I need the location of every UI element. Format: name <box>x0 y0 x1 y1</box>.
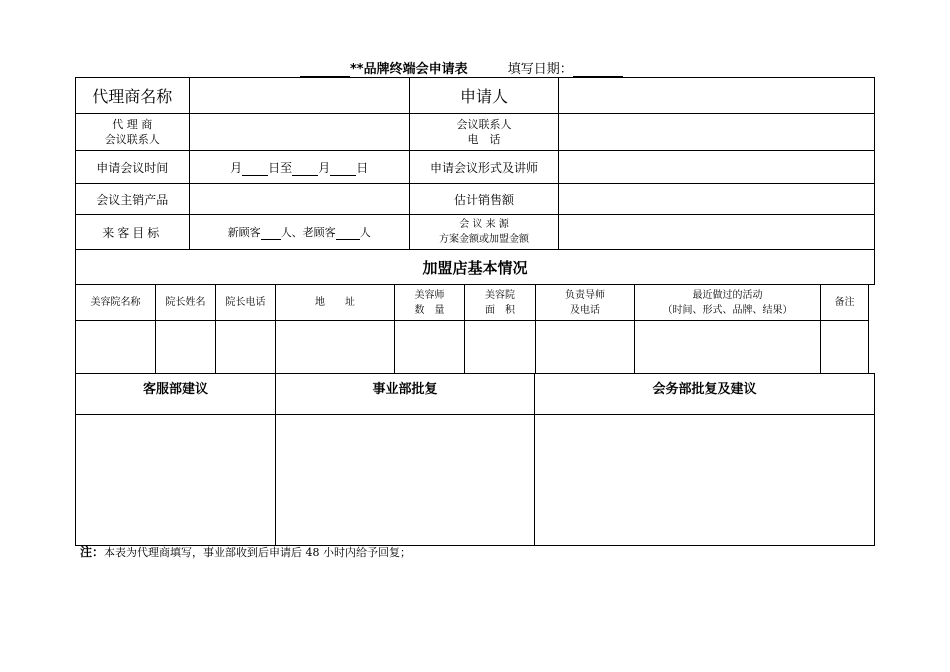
franchise-cell[interactable] <box>276 321 395 374</box>
meeting-source-line2: 方案金额或加盟金额 <box>439 234 530 245</box>
franchise-cell[interactable] <box>216 321 276 374</box>
contact-phone-label-line1: 会议联系人 <box>456 118 512 131</box>
col-remarks <box>821 285 869 321</box>
franchise-cell[interactable] <box>635 321 821 374</box>
franchise-info-table <box>75 284 869 374</box>
col-salon-name <box>76 285 156 321</box>
franchise-header-line: 院长电话 <box>225 297 266 308</box>
application-form-table <box>75 77 875 285</box>
visitor-mid-label: 人、老顾客 <box>280 226 336 239</box>
cs-suggestion-field[interactable] <box>76 415 276 546</box>
meeting-time-label: 申请会议时间 <box>76 151 190 184</box>
visitor-end-label: 人 <box>359 226 371 239</box>
applicant-label: 申请人 <box>409 78 558 114</box>
col-salon-area <box>465 285 536 321</box>
franchise-header-line: 美容院 <box>485 289 515 301</box>
visitor-target-label: 来客目标 <box>76 215 190 250</box>
form-title <box>300 58 700 76</box>
time-blank-1 <box>242 161 268 176</box>
time-month-1: 月 <box>230 160 243 175</box>
col-address <box>276 285 395 321</box>
meeting-source-line1: 会 议 来 源 <box>459 219 509 230</box>
cs-suggestion-header: 客服部建议 <box>76 374 276 415</box>
agent-contact-label <box>76 114 190 151</box>
franchise-section-title: 加盟店基本情况 <box>76 250 875 285</box>
applicant-field[interactable] <box>559 78 875 114</box>
est-sales-field[interactable] <box>559 184 875 215</box>
franchise-header-line: （时间、形式、品牌、结果） <box>662 304 793 316</box>
visitor-new-blank <box>261 226 281 240</box>
visitor-target-field[interactable] <box>189 215 409 250</box>
agent-name-field[interactable] <box>189 78 409 114</box>
time-day-2: 日 <box>356 160 369 175</box>
meeting-form-label: 申请会议形式及讲师 <box>409 151 558 184</box>
approval-table <box>75 373 875 546</box>
agent-contact-field[interactable] <box>189 114 409 151</box>
footnote <box>80 543 411 560</box>
contact-phone-label <box>409 114 558 151</box>
meeting-source-label <box>409 215 558 250</box>
franchise-header-line: 数 量 <box>414 304 445 316</box>
agent-name-label: 代理商名称 <box>76 78 190 114</box>
franchise-header-line: 地 址 <box>315 297 355 308</box>
franchise-cell[interactable] <box>156 321 216 374</box>
col-director-name <box>156 285 216 321</box>
fill-date-label: 填写日期： <box>507 62 573 77</box>
affairs-approval-header: 会务部批复及建议 <box>535 374 875 415</box>
main-product-label: 会议主销产品 <box>76 184 190 215</box>
agent-contact-label-line2: 会议联系人 <box>104 133 160 146</box>
title-leading-blank <box>300 61 350 77</box>
franchise-cell[interactable] <box>536 321 635 374</box>
biz-approval-field[interactable] <box>276 415 535 546</box>
franchise-header-line: 美容院名称 <box>90 297 141 308</box>
time-blank-3 <box>330 161 356 176</box>
col-recent-activity <box>635 285 821 321</box>
col-director-phone <box>216 285 276 321</box>
est-sales-label: 估计销售额 <box>409 184 558 215</box>
fill-date-blank[interactable] <box>573 61 623 77</box>
agent-contact-label-line1: 代 理 商 <box>112 118 153 131</box>
footnote-label: 注： <box>80 545 105 559</box>
franchise-header-line: 最近做过的活动 <box>692 289 763 301</box>
franchise-cell[interactable] <box>465 321 536 374</box>
franchise-header-line: 院长姓名 <box>165 297 206 308</box>
form-title-text: **品牌终端会申请表 <box>350 62 468 77</box>
col-tutor-phone <box>536 285 635 321</box>
franchise-cell[interactable] <box>76 321 156 374</box>
time-blank-2 <box>292 161 318 176</box>
franchise-header-line: 美容师 <box>414 289 445 301</box>
franchise-cell[interactable] <box>395 321 465 374</box>
footnote-text: 本表为代理商填写，事业部收到后申请后 48 小时内给予回复； <box>104 546 412 559</box>
franchise-header-line: 及电话 <box>570 304 600 316</box>
main-product-field[interactable] <box>189 184 409 215</box>
col-beautician-count <box>395 285 465 321</box>
franchise-header-row <box>76 285 869 321</box>
franchise-cell[interactable] <box>821 321 869 374</box>
time-day-1: 日至 <box>268 160 293 175</box>
visitor-new-label: 新顾客 <box>227 226 261 239</box>
visitor-old-blank <box>336 226 360 240</box>
contact-phone-label-line2: 电 话 <box>467 133 501 146</box>
time-month-2: 月 <box>318 160 331 175</box>
contact-phone-field[interactable] <box>559 114 875 151</box>
meeting-source-field[interactable] <box>559 215 875 250</box>
franchise-header-line: 负责导师 <box>565 289 605 301</box>
franchise-header-line: 面 积 <box>485 304 515 316</box>
meeting-time-field[interactable] <box>189 151 409 184</box>
affairs-approval-field[interactable] <box>535 415 875 546</box>
meeting-form-field[interactable] <box>559 151 875 184</box>
franchise-header-line: 备注 <box>834 297 855 308</box>
biz-approval-header: 事业部批复 <box>276 374 535 415</box>
franchise-data-row <box>76 321 869 374</box>
